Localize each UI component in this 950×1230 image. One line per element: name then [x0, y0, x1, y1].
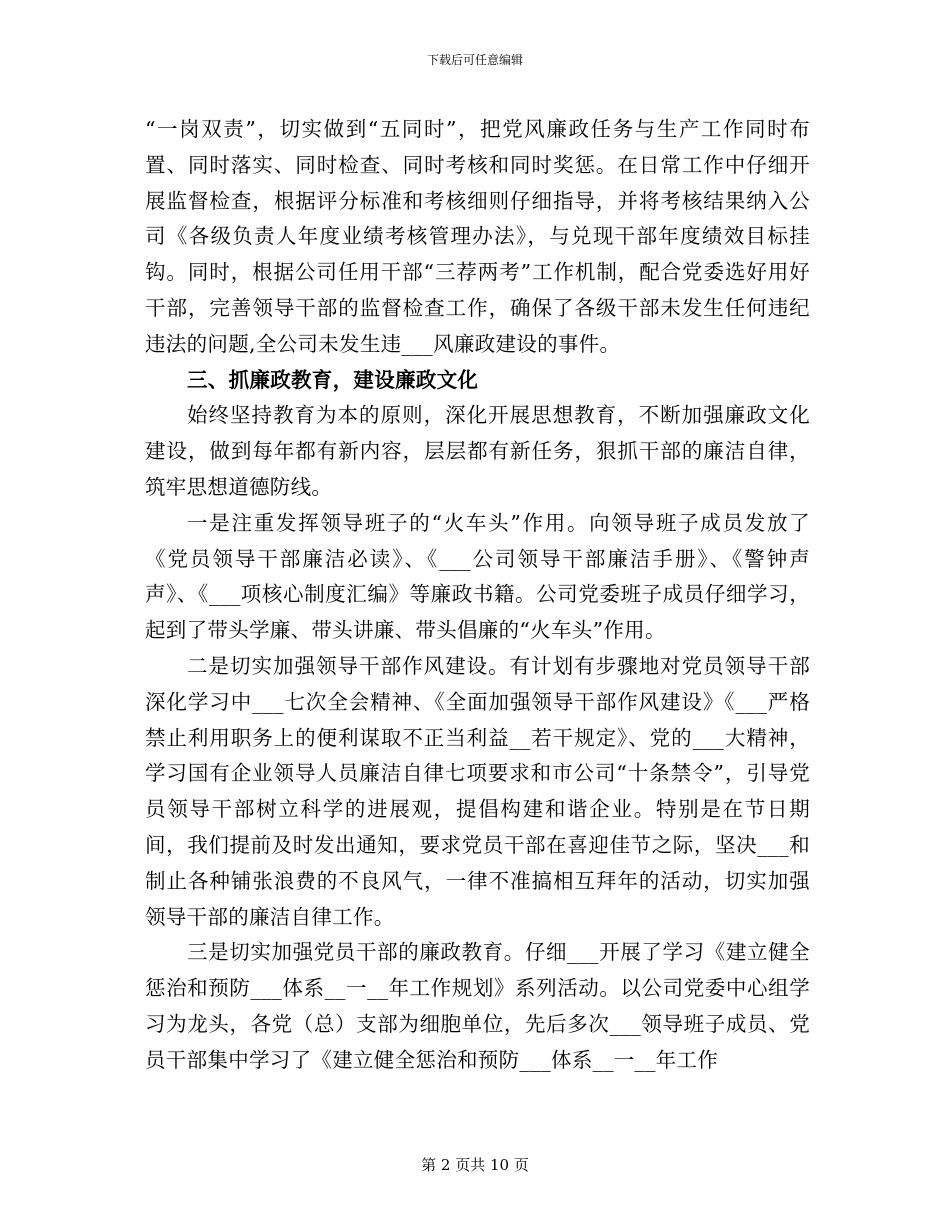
paragraph-continuation: “一岗双责”，切实做到“五同时”，把党风廉政任务与生产工作同时布置、同时落实、同时检查、同时考核和同时奖惩。在日常工作中仔细开展监督检查，根据评分标准和考核细则仔细指导，并将考核结果纳入公司《各级负责人年度业绩考核管理办法》，与兑现干部年度绩效目标挂钩。同时，根据公司任用干部“三荐两考”工作机制，配合党委选好用好干部，完善领导干部的监督检查工作，确保了各级干部未发生任何违纪违法的问题,全公司未发生违___风廉政建设的事件。	[145, 117, 810, 356]
paragraph-point-two: 二是切实加强领导干部作风建设。有计划有步骤地对党员领导干部深化学习中___七次全会精神、《全面加强领导干部作风建设》《___严格禁止利用职务上的便利谋取不正当利益__若干规定》、党的___大精神，学习国有企业领导人员廉洁自律七项要求和市公司“十条禁令”，引导党员领导干部树立科学的进展观，提倡构建和谐企业。特别是在节日期间，我们提前及时发出通知，要求党员干部在喜迎佳节之际，坚决___和制止各种铺张浪费的不良风气，一律不准搞相互拜年的活动，切实加强领导干部的廉洁自律工作。	[145, 653, 810, 929]
page-number: 第 2 页共 10 页	[421, 1156, 529, 1174]
document-body	[145, 112, 810, 1079]
paragraph-intro: 始终坚持教育为本的原则，深化开展思想教育，不断加强廉政文化建设，做到每年都有新内容，层层都有新任务，狠抓干部的廉洁自律，筑牢思想道德防线。	[145, 403, 810, 499]
page-header: 下载后可任意编辑	[426, 53, 523, 67]
paragraph-point-one: 一是注重发挥领导班子的“火车头”作用。向领导班子成员发放了《党员领导干部廉洁必读》、《___公司领导干部廉洁手册》、《警钟声声》、《___项核心制度汇编》等廉政书籍。公司党委班子成员仔细学习，起到了带头学廉、带头讲廉、带头倡廉的“火车头”作用。	[145, 510, 810, 643]
section-heading: 三、抓廉政教育，建设廉政文化	[187, 367, 479, 392]
paragraph-point-three: 三是切实加强党员干部的廉政教育。仔细___开展了学习《建立健全惩治和预防___体系__一__年工作规划》系列活动。以公司党委中心组学习为龙头，各党（总）支部为细胞单位，先后多次___领导班子成员、党员干部集中学习了《建立健全惩治和预防___体系__一__年工作	[145, 940, 810, 1072]
